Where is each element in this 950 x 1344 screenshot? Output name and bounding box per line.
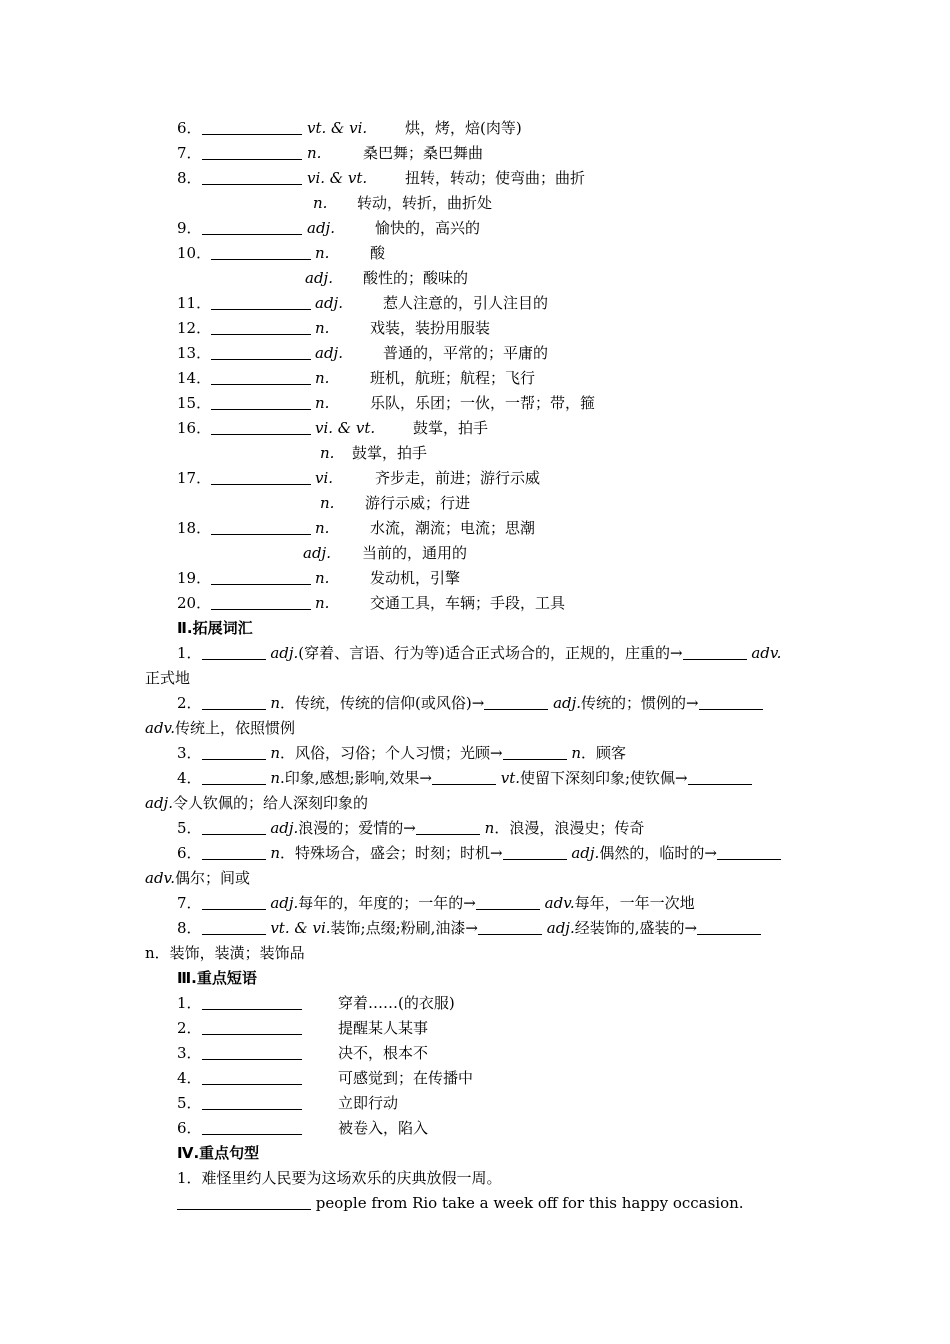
part-of-speech: n. (307, 144, 322, 162)
part-of-speech: n. (313, 194, 328, 212)
sentence-item-1 (177, 1168, 502, 1188)
definition: 酸 (370, 244, 386, 262)
answer-blank[interactable] (476, 894, 540, 910)
definition: 扭转，转动；使弯曲；曲折 (405, 169, 586, 187)
definition: 令人钦佩的；给人深刻印象的 (172, 794, 368, 812)
answer-blank[interactable] (211, 244, 311, 260)
item-number: 5． (177, 819, 202, 837)
definition: 可感觉到；在传播中 (338, 1069, 474, 1087)
item-number: 4． (177, 1069, 202, 1087)
definition: ．浪漫，浪漫史；传奇 (494, 819, 645, 837)
part-of-speech: vi. & vt. (315, 419, 376, 437)
ext-item-8 (177, 918, 761, 938)
item-number: 8． (177, 169, 202, 187)
part-of-speech: n (270, 844, 280, 862)
answer-blank[interactable] (202, 744, 266, 760)
ext-item-5 (177, 818, 644, 838)
item-number: 1． (177, 644, 202, 662)
answer-blank[interactable] (211, 319, 311, 335)
part-of-speech: n (270, 769, 280, 787)
answer-blank[interactable] (202, 919, 266, 935)
vocab-row-19 (177, 568, 311, 588)
part-of-speech: adj. (315, 344, 343, 362)
vocab-row-20 (177, 593, 311, 613)
phrase-row (177, 1043, 302, 1063)
item-number: 3． (177, 744, 202, 762)
answer-blank[interactable] (202, 219, 302, 235)
vocab-row-16 (177, 418, 311, 438)
definition: 每年的，年度的；一年的→ (298, 894, 476, 912)
definition: 乐队，乐团；一伙，一帮；带，箍 (370, 394, 596, 412)
definition: 决不，根本不 (338, 1044, 429, 1062)
item-number: 16． (177, 419, 212, 437)
vocab-row-10 (177, 243, 311, 263)
answer-blank[interactable] (202, 894, 266, 910)
phrase-row (177, 1068, 302, 1088)
answer-blank[interactable] (211, 469, 311, 485)
answer-blank[interactable] (202, 769, 266, 785)
phrase-row (177, 1118, 302, 1138)
definition: 装饰;点缀;粉刷,油漆→ (330, 919, 478, 937)
part-of-speech: n. (320, 444, 335, 462)
definition: 每年，一年一次地 (574, 894, 695, 912)
answer-blank[interactable] (202, 169, 302, 185)
definition: 偶尔；间或 (175, 869, 251, 887)
vocab-row-13 (177, 343, 311, 363)
definition: (穿着、言语、行为等)适合正式场合的，正规的，庄重的→ (298, 644, 683, 662)
ext-item-7 (177, 893, 695, 913)
definition: 浪漫的；爱情的→ (298, 819, 416, 837)
part-of-speech: adj. (270, 894, 299, 912)
part-of-speech: adj. (270, 819, 299, 837)
vocab-row-6 (177, 118, 302, 138)
section-title: Ⅲ.重点短语 (177, 969, 257, 987)
phrase-row (177, 1093, 302, 1113)
part-of-speech: adj. (546, 919, 575, 937)
definition: ．传统，传统的信仰(或风俗)→ (280, 694, 485, 712)
answer-blank[interactable] (202, 144, 302, 160)
part-of-speech: n (145, 944, 155, 962)
part-of-speech: n (484, 819, 495, 837)
definition: 转动，转折，曲折处 (357, 194, 493, 212)
item-number: 1． (177, 994, 202, 1012)
item-number: 6． (177, 844, 202, 862)
vocab-row-14 (177, 368, 311, 388)
vocab-row-8 (177, 168, 302, 188)
part-of-speech: adj. (315, 294, 343, 312)
answer-blank[interactable] (211, 419, 311, 435)
definition: .印象,感想;影响,效果→ (280, 769, 432, 787)
answer-blank[interactable] (202, 1094, 302, 1110)
item-number: 17． (177, 469, 212, 487)
answer-blank[interactable] (202, 994, 302, 1010)
definition: 酸性的；酸味的 (363, 269, 469, 287)
definition: 惹人注意的，引人注目的 (383, 294, 549, 312)
definition: 烘，烤，焙(肉等) (405, 119, 522, 137)
vocab-row-7 (177, 143, 302, 163)
part-of-speech: adj. (270, 644, 299, 662)
item-number: 15． (177, 394, 212, 412)
answer-blank[interactable] (503, 844, 567, 860)
vocab-row-17 (177, 468, 311, 488)
sentence-chinese: 难怪里约人民要为这场欢乐的庆典放假一周。 (201, 1169, 502, 1187)
answer-blank[interactable] (202, 1069, 302, 1085)
answer-blank[interactable] (211, 519, 311, 535)
definition: 使留下深刻印象;使钦佩→ (520, 769, 688, 787)
answer-blank[interactable] (202, 694, 266, 710)
answer-blank[interactable] (699, 694, 763, 710)
answer-blank[interactable] (717, 844, 781, 860)
vocab-row-18 (177, 518, 311, 538)
part-of-speech: n (270, 694, 280, 712)
part-of-speech: n (571, 744, 582, 762)
definition: 班机，航班；航程；飞行 (370, 369, 536, 387)
ext-item-2-cont (145, 718, 295, 738)
part-of-speech: n. (315, 519, 330, 537)
part-of-speech: n (270, 744, 280, 762)
answer-blank[interactable] (211, 394, 311, 410)
part-of-speech: vt. & vi. (307, 119, 368, 137)
answer-blank[interactable] (211, 369, 311, 385)
ext-item-2 (177, 693, 763, 713)
sentence-english-row (177, 1193, 744, 1213)
ext-item-4-cont (145, 793, 368, 813)
part-of-speech: adj. (571, 844, 600, 862)
answer-blank[interactable] (484, 694, 548, 710)
answer-blank[interactable] (432, 769, 496, 785)
answer-blank[interactable] (211, 569, 311, 585)
definition: 穿着……(的衣服) (338, 994, 455, 1012)
definition: 鼓掌，拍手 (352, 444, 428, 462)
part-of-speech: adv. (751, 644, 782, 662)
ext-item-6 (177, 843, 781, 863)
item-number: 6． (177, 119, 202, 137)
definition: 愉快的，高兴的 (375, 219, 481, 237)
answer-blank[interactable] (202, 1019, 302, 1035)
definition: 齐步走，前进；游行示威 (375, 469, 541, 487)
part-of-speech: n. (315, 569, 330, 587)
item-number: 14． (177, 369, 212, 387)
answer-blank[interactable] (202, 1044, 302, 1060)
definition: 戏装，装扮用服装 (370, 319, 491, 337)
definition: 传统的；惯例的→ (581, 694, 699, 712)
part-of-speech: adj. (553, 694, 582, 712)
answer-blank[interactable] (478, 919, 542, 935)
answer-blank[interactable] (202, 119, 302, 135)
definition: 普通的，平常的；平庸的 (383, 344, 549, 362)
ext-item-1 (177, 643, 781, 663)
part-of-speech: adv. (145, 719, 176, 737)
item-number: 8． (177, 919, 202, 937)
answer-blank[interactable] (202, 844, 266, 860)
definition: 被卷入，陷入 (338, 1119, 429, 1137)
definition: 游行示威；行进 (365, 494, 471, 512)
ext-item-3 (177, 743, 626, 763)
answer-blank[interactable] (211, 294, 311, 310)
part-of-speech: n. (315, 394, 330, 412)
part-of-speech: n. (315, 244, 330, 262)
answer-blank[interactable] (202, 644, 266, 660)
vocab-row-12 (177, 318, 311, 338)
definition: 当前的，通用的 (362, 544, 468, 562)
part-of-speech: adj. (307, 219, 335, 237)
part-of-speech: vt. (500, 769, 520, 787)
part-of-speech: n. (315, 594, 330, 612)
item-number: 7． (177, 894, 202, 912)
definition: 交通工具，车辆；手段，工具 (370, 594, 566, 612)
sentence-english: people from Rio take a week off for this happy occasion. (315, 1194, 744, 1212)
answer-blank[interactable] (202, 819, 266, 835)
definition: 水流，潮流；电流；思潮 (370, 519, 536, 537)
ext-item-6-cont (145, 868, 250, 888)
definition: 正式地 (145, 669, 191, 687)
ext-item-4 (177, 768, 752, 788)
part-of-speech: vi. & vt. (307, 169, 368, 187)
answer-blank[interactable] (683, 644, 747, 660)
item-number: 9． (177, 219, 202, 237)
item-number: 1． (177, 1169, 202, 1187)
definition: 偶然的，临时的→ (599, 844, 717, 862)
item-number: 10． (177, 244, 212, 262)
definition: 桑巴舞；桑巴舞曲 (363, 144, 484, 162)
ext-item-8-cont (145, 943, 305, 963)
item-number: 18． (177, 519, 212, 537)
part-of-speech: adv. (544, 894, 575, 912)
item-number: 2． (177, 1019, 202, 1037)
definition: 鼓掌，拍手 (413, 419, 489, 437)
section-title: Ⅳ.重点句型 (177, 1144, 260, 1162)
item-number: 3． (177, 1044, 202, 1062)
part-of-speech: adv. (145, 869, 176, 887)
part-of-speech: n. (315, 319, 330, 337)
item-number: 2． (177, 694, 202, 712)
definition: 传统上，依照惯例 (175, 719, 296, 737)
answer-blank[interactable] (697, 919, 761, 935)
part-of-speech: adj. (303, 544, 331, 562)
answer-blank[interactable] (688, 769, 752, 785)
phrase-row (177, 1018, 302, 1038)
definition: 立即行动 (338, 1094, 399, 1112)
part-of-speech: vi. (315, 469, 334, 487)
item-number: 13． (177, 344, 212, 362)
vocab-row-15 (177, 393, 311, 413)
vocab-row-9 (177, 218, 302, 238)
part-of-speech: n. (320, 494, 335, 512)
item-number: 7． (177, 144, 202, 162)
definition: ．装饰，装潢；装饰品 (154, 944, 305, 962)
answer-blank[interactable] (177, 1194, 311, 1210)
item-number: 20． (177, 594, 212, 612)
item-number: 5． (177, 1094, 202, 1112)
item-number: 4． (177, 769, 202, 787)
definition: 提醒某人某事 (338, 1019, 429, 1037)
phrase-row (177, 993, 302, 1013)
answer-blank[interactable] (416, 819, 480, 835)
definition: 发动机，引擎 (370, 569, 461, 587)
section-title: Ⅱ.拓展词汇 (177, 619, 253, 637)
item-number: 6． (177, 1119, 202, 1137)
part-of-speech: adj. (145, 794, 173, 812)
item-number: 19． (177, 569, 212, 587)
answer-blank[interactable] (503, 744, 567, 760)
answer-blank[interactable] (211, 344, 311, 360)
item-number: 12． (177, 319, 212, 337)
part-of-speech: vt. & vi. (270, 919, 331, 937)
definition: ．顾客 (581, 744, 627, 762)
vocab-row-11 (177, 293, 311, 313)
part-of-speech: adj. (305, 269, 333, 287)
item-number: 11． (177, 294, 212, 312)
definition: ．风俗，习俗；个人习惯；光顾→ (280, 744, 503, 762)
definition: ．特殊场合，盛会；时刻；时机→ (280, 844, 503, 862)
answer-blank[interactable] (211, 594, 311, 610)
part-of-speech: n. (315, 369, 330, 387)
definition: 经装饰的,盛装的→ (574, 919, 698, 937)
answer-blank[interactable] (202, 1119, 302, 1135)
